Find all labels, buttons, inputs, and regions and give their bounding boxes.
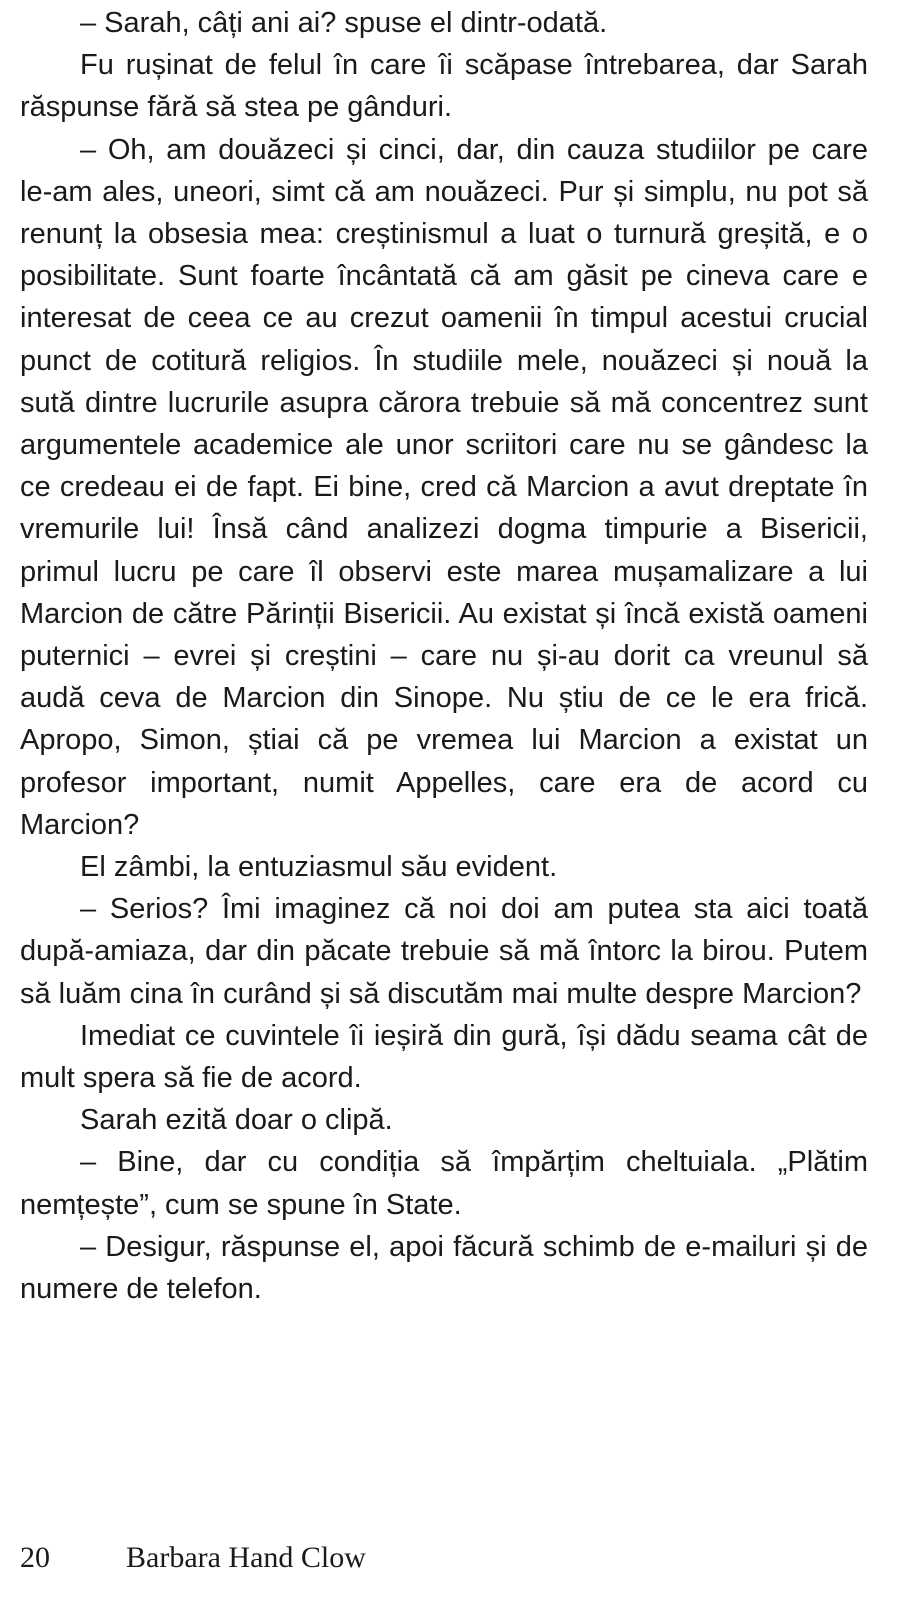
paragraph: – Desigur, răspunse el, apoi făcură schimb de e-mailuri și de numere de telefon. [20,1230,868,1306]
page-body [20,2,868,1310]
running-footer-author: Barbara Hand Clow [126,1541,366,1574]
page-number: 20 [20,1541,50,1574]
paragraph: Fu rușinat de felul în care îi scăpase întrebarea, dar Sarah răspunse fără să stea pe gânduri. [20,49,868,124]
paragraph: – Bine, dar cu condiția să împărțim cheltuiala. „Plătim nemțește”, cum se spune în State. [20,1146,868,1221]
paragraph: El zâmbi, la entuziasmul său evident. [80,851,558,884]
paragraph: Sarah ezită doar o clipă. [80,1104,393,1137]
paragraph: – Sarah, câți ani ai? spuse el dintr-odată. [80,7,608,39]
paragraph: – Serios? Îmi imaginez că noi doi am putea sta aici toată după-amiaza, dar din păcate trebuie să mă întorc la birou. Putem să luăm cina în curând și să discutăm mai multe despre Marcion? [20,893,868,1010]
paragraph: – Oh, am douăzeci și cinci, dar, din cauza studiilor pe care le-am ales, uneori, simt că am nouăzeci. Pur și simplu, nu pot să renunț la obsesia mea: creștinismul a luat o turnură greșită, e o posibilitate. Sunt foarte încântată că am găsit pe cineva care e interesat de ceea ce au crezut oamenii în timpul acestui crucial punct de cotitură religios. În studiile mele, nouăzeci și nouă la sută dintre lucrurile asupra cărora trebuie să mă concentrez sunt argumentele academice ale unor scriitori care nu se gândesc la ce credeau ei de fapt. Ei bine, cred că Marcion a avut dreptate în vremurile lui! Însă când analizezi dogma timpurie a Bisericii, primul lucru pe care îl observi este marea mușamalizare a lui Marcion de către Părinții Bisericii. Au existat și încă există oameni puternici – evrei și creștini – care nu și-au dorit ca vreunul să audă ceva de Marcion din Sinope. Nu știu de ce le era frică. Apropo, Simon, știai că pe vremea lui Marcion a existat un profesor important, numit Appelles, care era de acord cu Marcion? [20,133,868,841]
paragraph: Imediat ce cuvintele îi ieșiră din gură, își dădu seama cât de mult spera să fie de acord. [20,1019,868,1095]
page-footer [20,1538,620,1578]
